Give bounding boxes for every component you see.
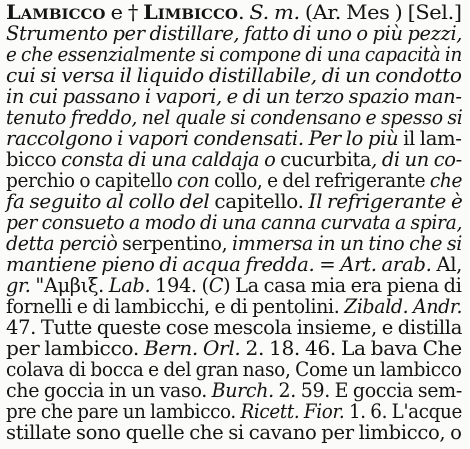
entry-line-7 — [6, 128, 462, 150]
entry-line-8 — [6, 149, 462, 171]
roman-run: bicco — [6, 148, 62, 171]
roman-run: stillate sono quelle che si cavano per limbicco, o — [6, 421, 462, 444]
headword-run: Lambicco — [6, 1, 106, 24]
italic-run: gr. — [6, 274, 36, 297]
italic-run: detta perciò — [6, 232, 118, 255]
italic-run: Lab. — [108, 274, 151, 297]
entry-line-15 — [6, 296, 462, 318]
roman-run: cucurbita — [275, 148, 372, 171]
headword-run: Limbicco — [143, 1, 238, 24]
entry-line-5 — [6, 86, 462, 108]
entry-line-1 — [6, 2, 462, 24]
entry-line-20 — [6, 401, 462, 423]
italic-run: e che essenzialmente si compone di una capacità in — [6, 43, 462, 66]
italic-run: S. m. — [249, 1, 300, 24]
entry-line-13 — [6, 254, 462, 276]
entry-line-10 — [6, 191, 462, 213]
entry-line-19 — [6, 380, 462, 402]
entry-line-12 — [6, 233, 462, 255]
italic-run: Strumento per distillare, fatto di uno o più pezzi, — [6, 22, 463, 45]
italic-run: Ricett. Fior. — [240, 400, 345, 423]
entry-line-14 — [6, 275, 462, 297]
entry-line-2 — [6, 23, 462, 45]
roman-run: 194. ( — [150, 274, 209, 297]
roman-run: capitello. — [209, 190, 309, 213]
italic-run: fa seguito al collo del — [6, 190, 210, 213]
italic-run: consta di una caldaja o — [61, 148, 276, 171]
roman-run: perchio o capitello — [6, 169, 177, 192]
italic-run: Bern. Orl. — [143, 337, 241, 360]
roman-run: fornelli e di lambicchi, e di pentolini. — [6, 295, 345, 318]
entry-line-3 — [6, 44, 462, 66]
roman-run: (Ar. Mes ) [Sel.] — [299, 1, 462, 24]
roman-run: il lam- — [398, 127, 462, 150]
roman-run: che goccia in un vaso. — [6, 379, 212, 402]
italic-run: Burch. — [211, 379, 274, 402]
roman-run: serpentino, — [117, 232, 232, 255]
roman-run: . — [237, 1, 250, 24]
italic-run: immersa in un tino che si — [231, 232, 462, 255]
roman-run: "Αμβιξ. — [35, 274, 109, 297]
entry-line-9 — [6, 170, 462, 192]
entry-line-6 — [6, 107, 462, 129]
roman-run: 1. 6. L'acque — [344, 400, 463, 423]
entry-line-4 — [6, 65, 462, 87]
roman-run: pre che pare un lambicco. — [6, 400, 241, 423]
italic-run: , di un co- — [371, 148, 462, 171]
italic-run: in cui passano i vapori, e di un terzo spazio man- — [6, 85, 462, 108]
italic-run: tenuto freddo, nel quale si condensano e spesso si — [6, 106, 463, 129]
roman-run: 2. 59. E goccia sem- — [273, 379, 462, 402]
entry-line-17 — [6, 338, 462, 360]
entry-line-18 — [6, 359, 462, 381]
roman-run: colava di bocca e del gran naso, Come un lambicco — [6, 358, 462, 381]
entry-line-16 — [6, 317, 462, 339]
italic-run: Il refrigerante è — [308, 190, 463, 213]
roman-run: e † — [105, 1, 144, 24]
roman-run: collo, e del refrigerante — [209, 169, 430, 192]
italic-run: C — [208, 274, 224, 297]
roman-run: ) La casa mia era piena di — [223, 274, 462, 297]
entry-line-11 — [6, 212, 462, 234]
italic-run: Zibald. Andr. — [344, 295, 463, 318]
roman-run: per lambicco. — [6, 337, 144, 360]
italic-run: con — [177, 169, 210, 192]
italic-run: che — [429, 169, 463, 192]
italic-run: per consueto a modo di una canna curvata a spira, — [6, 211, 463, 234]
roman-run: 2. 18. 46. La bava Che — [240, 337, 462, 360]
entry-line-21 — [6, 422, 462, 444]
italic-run: mantiene pieno di acqua fredda. = Art. arab. — [6, 253, 432, 276]
roman-run: 47. Tutte queste cose mescola insieme, e distilla — [6, 316, 463, 339]
roman-run: Al, — [431, 253, 463, 276]
italic-run: raccolgono i vapori condensati. Per lo più — [6, 127, 399, 150]
italic-run: cui si versa il liquido distillabile, di un condotto — [6, 64, 462, 87]
